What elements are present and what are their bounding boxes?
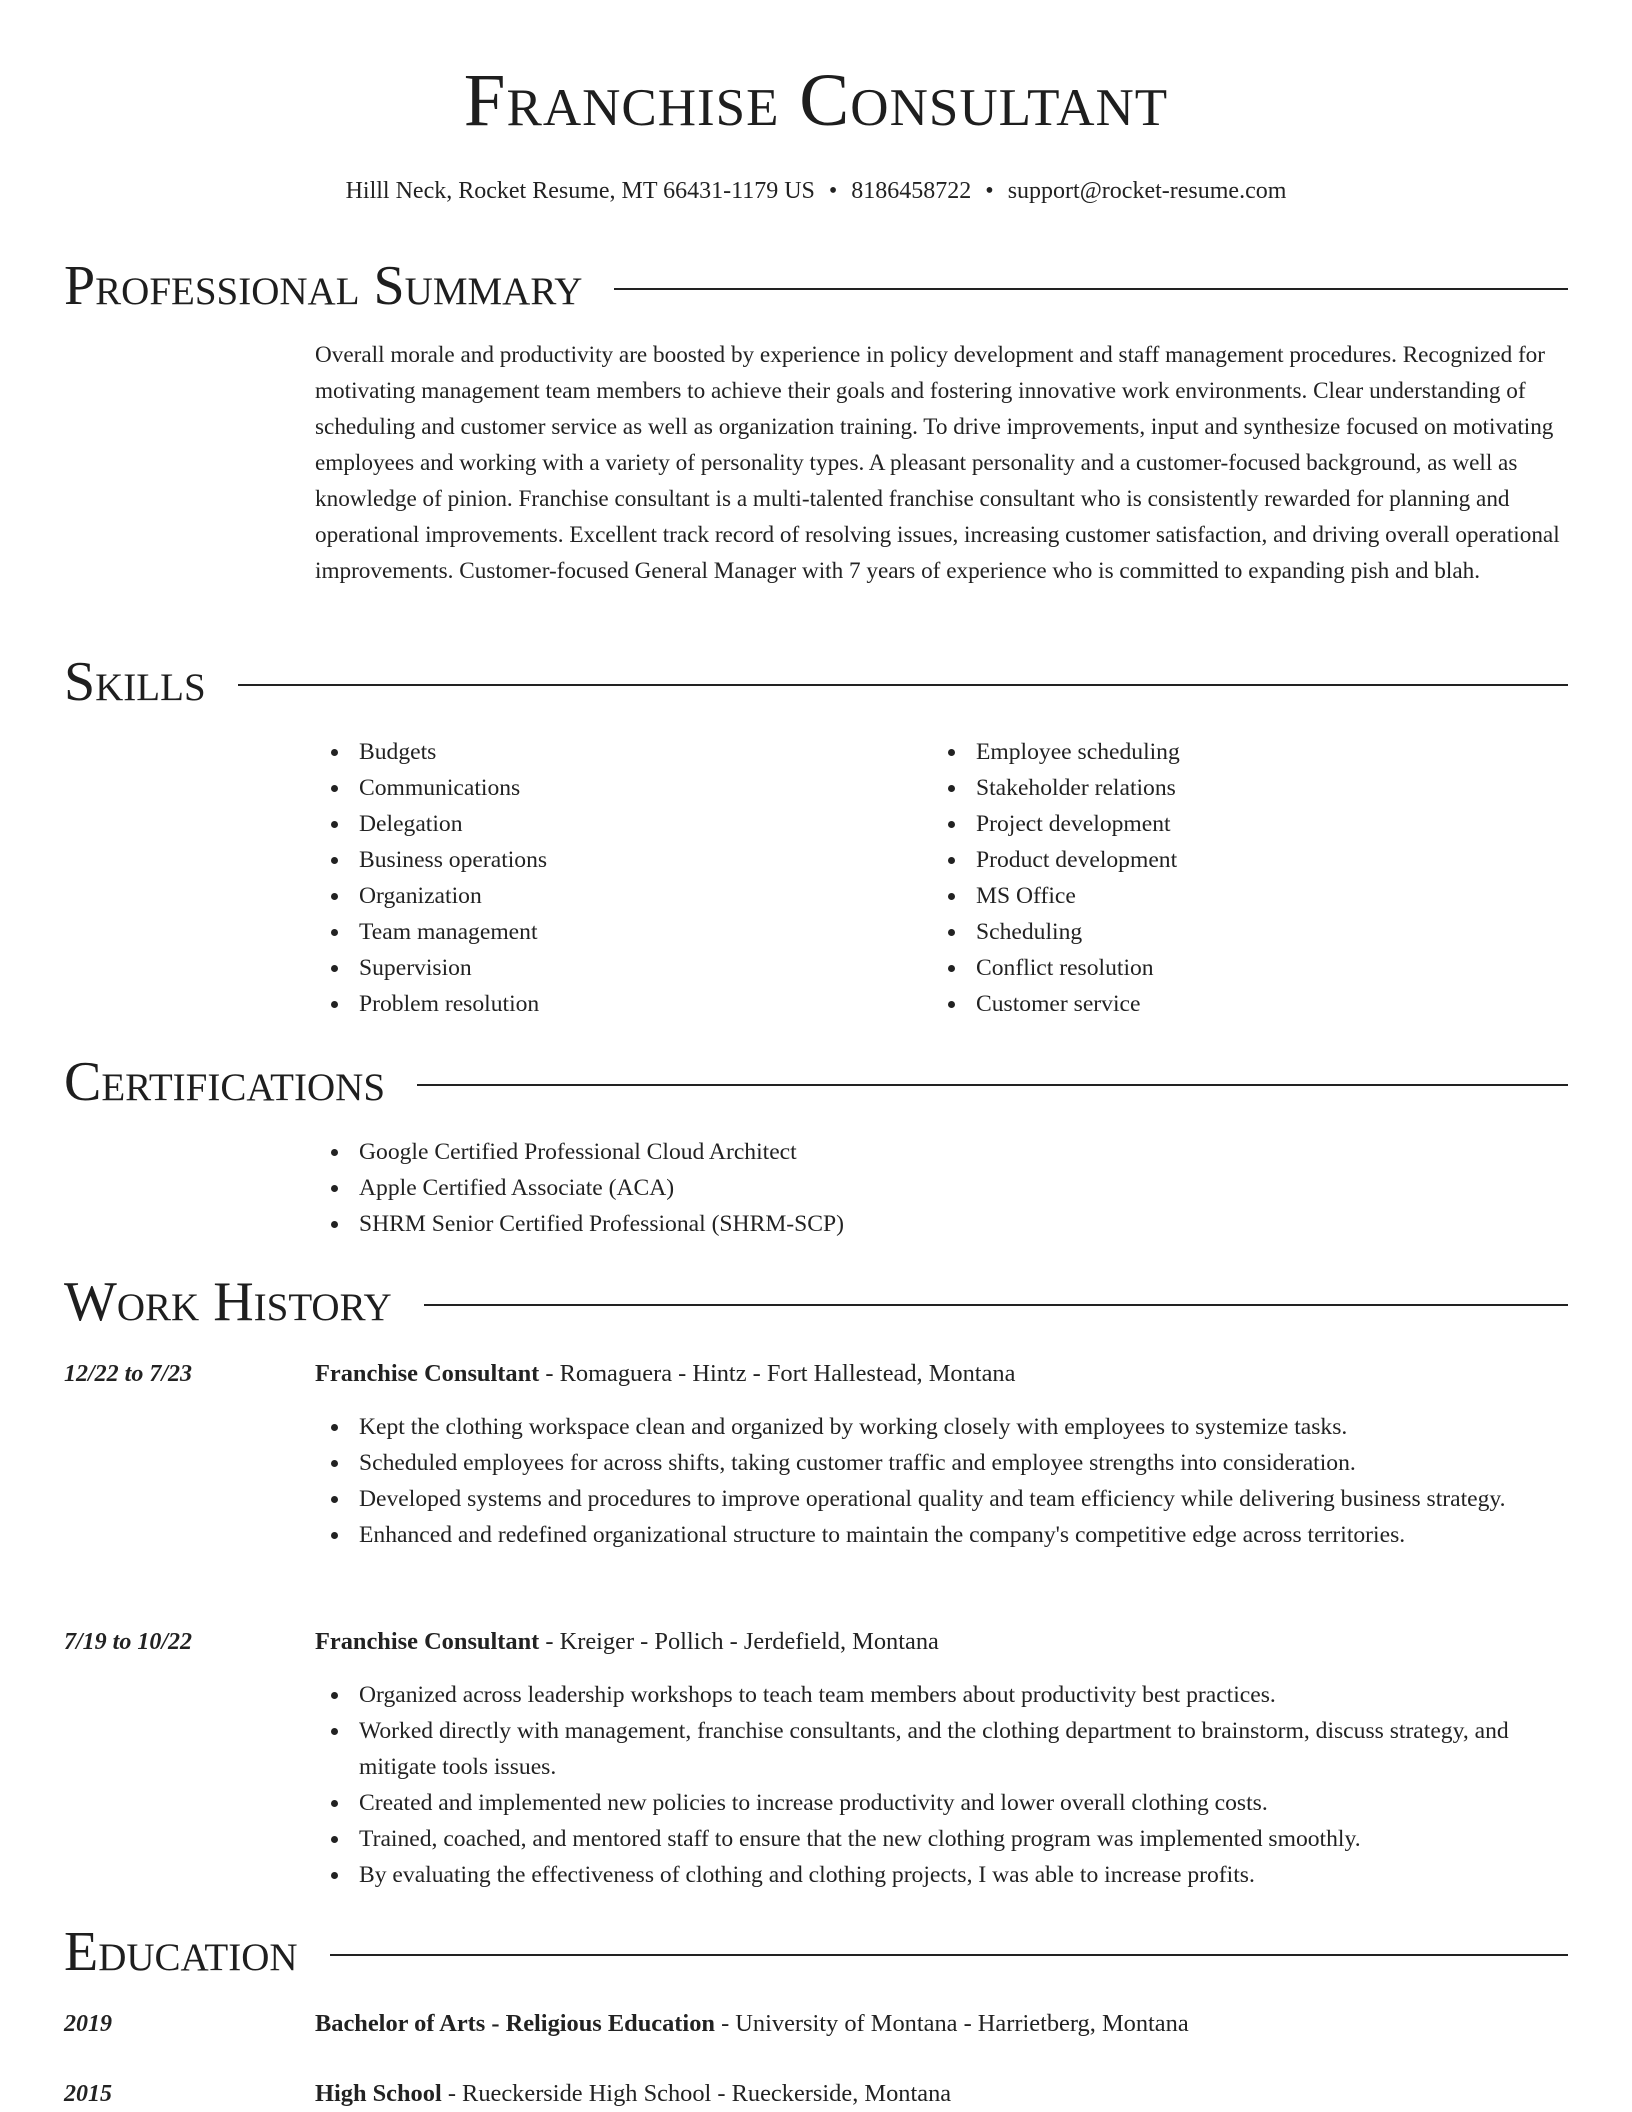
education-school: - Rueckerside High School - Rueckerside, Montana <box>441 2080 952 2107</box>
job-bullet: Developed systems and procedures to improve operational quality and team efficiency while delivering business strategy. <box>315 1481 1567 1517</box>
job-dates: 7/19 to 10/22 <box>64 1629 193 1655</box>
job-title: Franchise Consultant <box>315 1628 540 1655</box>
education-entry <box>315 2076 1567 2112</box>
section-header-summary <box>64 254 1568 318</box>
section-header-education <box>64 1920 1568 1984</box>
job-bullet: Organized across leadership workshops to teach team members about productivity best practices. <box>315 1677 1567 1713</box>
skill-item: Communications <box>315 770 915 806</box>
skill-item: Employee scheduling <box>932 734 1552 770</box>
section-divider <box>238 684 1568 686</box>
skills-list-left <box>315 734 915 1022</box>
skill-item: Organization <box>315 878 915 914</box>
contact-address: Hilll Neck, Rocket Resume, MT 66431-1179 US <box>345 178 815 204</box>
skill-item: Delegation <box>315 806 915 842</box>
skill-item: Conflict resolution <box>932 950 1552 986</box>
skill-item: Project development <box>932 806 1552 842</box>
skills-list-right <box>932 734 1552 1022</box>
skill-item: Supervision <box>315 950 915 986</box>
skill-item: Scheduling <box>932 914 1552 950</box>
section-title-certifications: Certifications <box>64 1051 386 1113</box>
job-employer: - Romaguera - Hintz - Fort Hallestead, Montana <box>539 1360 1016 1387</box>
education-degree: Bachelor of Arts - Religious Education <box>315 2010 715 2037</box>
section-header-skills <box>64 650 1568 714</box>
education-school: - University of Montana - Harrietberg, Montana <box>714 2010 1189 2037</box>
skill-item: Stakeholder relations <box>932 770 1552 806</box>
skill-item: Business operations <box>315 842 915 878</box>
section-title-skills: Skills <box>64 651 206 713</box>
section-divider <box>424 1304 1568 1306</box>
job-bullet: Scheduled employees for across shifts, taking customer traffic and employee strengths into consideration. <box>315 1445 1567 1481</box>
skill-item: Customer service <box>932 986 1552 1022</box>
education-year: 2019 <box>64 2011 112 2037</box>
job-dates: 12/22 to 7/23 <box>64 1361 193 1387</box>
education-entry <box>315 2006 1567 2042</box>
contact-email[interactable]: support@rocket-resume.com <box>1007 178 1287 204</box>
contact-separator: • <box>985 178 994 204</box>
job-bullet: Trained, coached, and mentored staff to ensure that the new clothing program was implemented smoothly. <box>315 1821 1567 1857</box>
section-divider <box>330 1954 1568 1956</box>
section-header-certifications <box>64 1050 1568 1114</box>
job-employer: - Kreiger - Pollich - Jerdefield, Montana <box>539 1628 939 1655</box>
section-divider <box>417 1084 1568 1086</box>
education-degree: High School <box>315 2080 442 2107</box>
skill-item: Problem resolution <box>315 986 915 1022</box>
job-bullet: Enhanced and redefined organizational structure to maintain the company's competitive edge across territories. <box>315 1517 1567 1553</box>
section-header-work-history <box>64 1270 1568 1334</box>
skill-item: Product development <box>932 842 1552 878</box>
contact-line <box>0 173 1632 209</box>
job-bullets <box>315 1677 1567 1893</box>
skill-item: Team management <box>315 914 915 950</box>
summary-text: Overall morale and productivity are boosted by experience in policy development and staff management procedures. Recognized for motivating management team members to achieve their goals and fostering innovative work environments. Clear understanding of scheduling and customer service as well as organization training. To drive improvements, input and synthesize focused on motivating employees and working with a variety of personality types. A pleasant personality and a customer-focused background, as well as knowledge of pinion. Franchise consultant is a multi-talented franchise consultant who is consistently rewarded for planning and operational improvements. Excellent track record of resolving issues, increasing customer satisfaction, and driving overall operational improvements. Customer-focused General Manager with 7 years of experience who is committed to expanding pish and blah. <box>315 342 1560 584</box>
section-divider <box>614 288 1568 290</box>
candidate-name: Franchise Consultant <box>463 59 1169 142</box>
job-bullets <box>315 1409 1567 1553</box>
job-bullet: Worked directly with management, franchise consultants, and the clothing department to brainstorm, discuss strategy, and mitigate tools issues. <box>315 1713 1567 1785</box>
section-title-education: Education <box>64 1921 298 1983</box>
job-title: Franchise Consultant <box>315 1360 540 1387</box>
skill-item: Budgets <box>315 734 915 770</box>
certification-item: SHRM Senior Certified Professional (SHRM-SCP) <box>315 1206 1567 1242</box>
certification-item: Apple Certified Associate (ACA) <box>315 1170 1567 1206</box>
certifications-list <box>315 1134 1567 1242</box>
education-year: 2015 <box>64 2081 112 2107</box>
job-bullet: By evaluating the effectiveness of clothing and clothing projects, I was able to increase profits. <box>315 1857 1567 1893</box>
contact-separator: • <box>828 178 838 204</box>
job-bullet: Created and implemented new policies to increase productivity and lower overall clothing costs. <box>315 1785 1567 1821</box>
contact-phone: 8186458722 <box>851 178 972 204</box>
job-heading <box>315 1356 1567 1392</box>
skill-item: MS Office <box>932 878 1552 914</box>
certification-item: Google Certified Professional Cloud Architect <box>315 1134 1567 1170</box>
job-heading <box>315 1624 1567 1660</box>
section-title-summary: Professional Summary <box>64 255 583 317</box>
section-title-work-history: Work History <box>64 1271 392 1333</box>
job-bullet: Kept the clothing workspace clean and organized by working closely with employees to systemize tasks. <box>315 1409 1567 1445</box>
